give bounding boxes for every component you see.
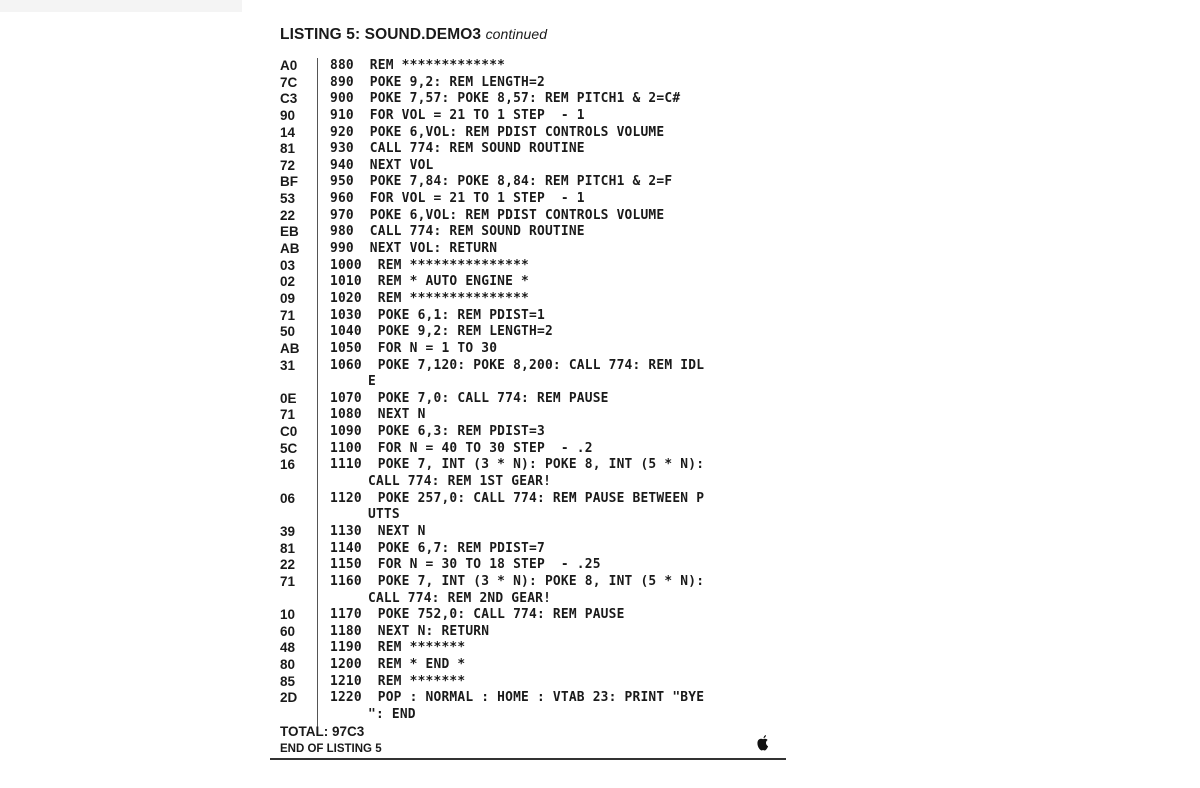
listing-line (280, 457, 780, 474)
listing-title-text: LISTING 5: SOUND.DEMO3 (280, 26, 482, 43)
listing-line (280, 125, 780, 142)
checksum: 0E (280, 390, 297, 406)
checksum: 85 (280, 673, 296, 689)
checksum: 06 (280, 490, 296, 506)
checksum: 22 (280, 207, 296, 223)
listing-line (280, 541, 780, 558)
listing-line (280, 158, 780, 175)
code-line: 1010 REM * AUTO ENGINE * (330, 274, 530, 290)
checksum: 71 (280, 307, 296, 323)
code-line: 890 POKE 9,2: REM LENGTH=2 (330, 74, 545, 90)
checksum: 39 (280, 523, 296, 539)
code-line: 1190 REM ******* (330, 640, 466, 656)
checksum: BF (280, 174, 298, 190)
checksum: 14 (280, 124, 296, 140)
code-line: 1150 FOR N = 30 TO 18 STEP - .25 (330, 557, 601, 573)
code-line: 920 POKE 6,VOL: REM PDIST CONTROLS VOLUME (330, 124, 665, 140)
bottom-rule (270, 758, 786, 760)
checksum: 48 (280, 640, 296, 656)
listing-line (280, 274, 780, 291)
code-continuation: E (368, 374, 376, 390)
checksum: 2D (280, 690, 298, 706)
code-line: 1020 REM *************** (330, 290, 530, 306)
listing-line (280, 191, 780, 208)
checksum: 16 (280, 457, 296, 473)
total-value: 97C3 (332, 724, 365, 739)
code-line: 1200 REM * END * (330, 657, 466, 673)
listing-line (280, 574, 780, 591)
code-continuation: ": END (368, 706, 416, 722)
total-label: TOTAL: (280, 724, 329, 739)
code-line: 1090 POKE 6,3: REM PDIST=3 (330, 424, 545, 440)
listing-line (280, 258, 780, 275)
code-continuation: UTTS (368, 507, 400, 523)
listing-line (280, 108, 780, 125)
checksum: EB (280, 224, 299, 240)
listing-line (280, 241, 780, 258)
listing-line (280, 224, 780, 241)
code-line: 910 FOR VOL = 21 TO 1 STEP - 1 (330, 107, 585, 123)
checksum: 50 (280, 324, 296, 340)
code-line: 1160 POKE 7, INT (3 * N): POKE 8, INT (5 * N): (330, 573, 705, 589)
listing-line (280, 690, 780, 707)
listing-line (280, 607, 780, 624)
code-line: 880 REM ************* (330, 58, 506, 73)
code-line: 960 FOR VOL = 21 TO 1 STEP - 1 (330, 191, 585, 207)
listing-line (280, 374, 780, 391)
listing-line (280, 358, 780, 375)
checksum: 03 (280, 257, 296, 273)
listing-line (280, 91, 780, 108)
listing-line (280, 291, 780, 308)
code-line: 1110 POKE 7, INT (3 * N): POKE 8, INT (5 * N): (330, 457, 705, 473)
code-line: 1210 REM ******* (330, 673, 466, 689)
checksum: 5C (280, 440, 298, 456)
listing-line (280, 674, 780, 691)
checksum: 81 (280, 540, 296, 556)
checksum: 09 (280, 290, 296, 306)
listing-line (280, 491, 780, 508)
code-line: 1080 NEXT N (330, 407, 426, 423)
checksum: AB (280, 241, 300, 257)
listing-title (280, 26, 547, 44)
listing-line (280, 624, 780, 641)
code-line: 1100 FOR N = 40 TO 30 STEP - .2 (330, 440, 593, 456)
checksum: 7C (280, 74, 298, 90)
checksum: 72 (280, 157, 296, 173)
code-line: 1130 NEXT N (330, 523, 426, 539)
code-line: 950 POKE 7,84: POKE 8,84: REM PITCH1 & 2=F (330, 174, 673, 190)
checksum: C0 (280, 424, 298, 440)
listing-line (280, 657, 780, 674)
listing-line (280, 391, 780, 408)
code-line: 1180 NEXT N: RETURN (330, 623, 490, 639)
checksum: 71 (280, 573, 296, 589)
checksum: 02 (280, 274, 296, 290)
checksum: 71 (280, 407, 296, 423)
listing-line (280, 58, 780, 75)
listing-line (280, 174, 780, 191)
checksum: 31 (280, 357, 296, 373)
code-line: 1170 POKE 752,0: CALL 774: REM PAUSE (330, 607, 625, 623)
code-line: 1060 POKE 7,120: POKE 8,200: CALL 774: REM IDL (330, 357, 705, 373)
listing-page (270, 18, 786, 760)
code-line: 1030 POKE 6,1: REM PDIST=1 (330, 307, 545, 323)
listing-line (280, 324, 780, 341)
code-line: 1070 POKE 7,0: CALL 774: REM PAUSE (330, 390, 609, 406)
checksum: 81 (280, 141, 296, 157)
listing-line (280, 75, 780, 92)
code-line: 1000 REM *************** (330, 257, 530, 273)
code-line: 1050 FOR N = 1 TO 30 (330, 340, 498, 356)
continued-label: continued (485, 26, 548, 42)
checksum: 80 (280, 657, 296, 673)
code-line: 1220 POP : NORMAL : HOME : VTAB 23: PRINT "BYE (330, 690, 705, 706)
listing-line (280, 208, 780, 225)
listing-line (280, 424, 780, 441)
checksum: 22 (280, 557, 296, 573)
top-left-shade (0, 0, 242, 12)
checksum: 10 (280, 607, 296, 623)
listing-line (280, 507, 780, 524)
code-line: 900 POKE 7,57: POKE 8,57: REM PITCH1 & 2=C# (330, 91, 681, 107)
code-line: 1140 POKE 6,7: REM PDIST=7 (330, 540, 545, 556)
code-line: 980 CALL 774: REM SOUND ROUTINE (330, 224, 585, 240)
total-checksum (280, 724, 364, 739)
code-line: 1120 POKE 257,0: CALL 774: REM PAUSE BETWEEN P (330, 490, 705, 506)
listing-line (280, 407, 780, 424)
checksum: 53 (280, 191, 296, 207)
checksum: C3 (280, 91, 298, 107)
listing-line (280, 341, 780, 358)
listing-line (280, 474, 780, 491)
checksum: AB (280, 340, 300, 356)
code-line: 970 POKE 6,VOL: REM PDIST CONTROLS VOLUME (330, 207, 665, 223)
checksum: 60 (280, 623, 296, 639)
listing-line (280, 640, 780, 657)
code-continuation: CALL 774: REM 2ND GEAR! (368, 590, 552, 606)
code-line: 940 NEXT VOL (330, 157, 434, 173)
listing-line (280, 308, 780, 325)
code-line: 1040 POKE 9,2: REM LENGTH=2 (330, 324, 553, 340)
listing-line (280, 707, 780, 724)
code-line: 990 NEXT VOL: RETURN (330, 241, 498, 257)
apple-icon (756, 734, 770, 752)
listing-line (280, 524, 780, 541)
code-listing (280, 58, 780, 724)
end-of-listing: END OF LISTING 5 (280, 743, 382, 755)
listing-line (280, 441, 780, 458)
listing-line (280, 141, 780, 158)
checksum: 90 (280, 107, 296, 123)
code-continuation: CALL 774: REM 1ST GEAR! (368, 474, 552, 490)
listing-line (280, 557, 780, 574)
code-line: 930 CALL 774: REM SOUND ROUTINE (330, 141, 585, 157)
listing-line (280, 591, 780, 608)
checksum: A0 (280, 58, 298, 73)
